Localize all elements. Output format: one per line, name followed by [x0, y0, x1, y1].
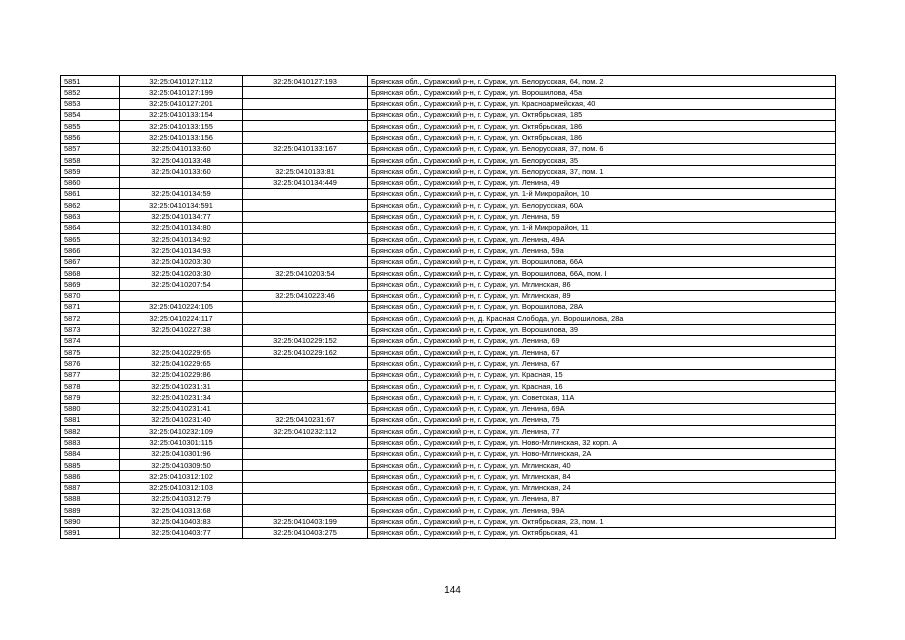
table-row [61, 301, 836, 312]
cadastral-number-cell: 32:25:0410133:156 [120, 132, 243, 143]
row-number-cell: 5866 [61, 245, 120, 256]
table-row [61, 516, 836, 527]
cadastral-number-cell: 32:25:0410134:77 [120, 211, 243, 222]
cadastral-number-cell: 32:25:0410229:65 [120, 358, 243, 369]
address-cell: Брянская обл., Суражский р-н, г. Сураж, ул. Октябрьская, 186 [368, 132, 836, 143]
row-number-cell: 5856 [61, 132, 120, 143]
cadastral-number-cell: 32:25:0410224:117 [120, 313, 243, 324]
table-row [61, 121, 836, 132]
address-cell: Брянская обл., Суражский р-н, д. Красная Слобода, ул. Ворошилова, 28а [368, 313, 836, 324]
address-cell: Брянская обл., Суражский р-н, г. Сураж, ул. Ленина, 67 [368, 347, 836, 358]
cadastral-number-cell: 32:25:0410134:93 [120, 245, 243, 256]
table-row [61, 414, 836, 425]
cadastral-number-cell: 32:25:0410231:31 [120, 381, 243, 392]
table-row [61, 403, 836, 414]
cadastral-number-cell: 32:25:0410133:48 [120, 155, 243, 166]
parent-cadastral-number-cell [243, 505, 368, 516]
address-cell: Брянская обл., Суражский р-н, г. Сураж, ул. Красная, 16 [368, 381, 836, 392]
row-number-cell: 5877 [61, 369, 120, 380]
parent-cadastral-number-cell: 32:25:0410232:112 [243, 426, 368, 437]
row-number-cell: 5857 [61, 143, 120, 154]
registry-table [60, 75, 836, 539]
row-number-cell: 5868 [61, 268, 120, 279]
table-row [61, 109, 836, 120]
parent-cadastral-number-cell [243, 482, 368, 493]
cadastral-number-cell: 32:25:0410403:77 [120, 527, 243, 538]
table-row [61, 437, 836, 448]
address-cell: Брянская обл., Суражский р-н, г. Сураж, ул. Мглинская, 86 [368, 279, 836, 290]
cadastral-number-cell: 32:25:0410127:201 [120, 98, 243, 109]
row-number-cell: 5861 [61, 188, 120, 199]
cadastral-number-cell: 32:25:0410134:591 [120, 200, 243, 211]
parent-cadastral-number-cell [243, 211, 368, 222]
address-cell: Брянская обл., Суражский р-н, г. Сураж, ул. Ворошилова, 45а [368, 87, 836, 98]
row-number-cell: 5853 [61, 98, 120, 109]
address-cell: Брянская обл., Суражский р-н, г. Сураж, ул. Ленина, 67 [368, 358, 836, 369]
table-row [61, 426, 836, 437]
address-cell: Брянская обл., Суражский р-н, г. Сураж, ул. Советская, 11А [368, 392, 836, 403]
table-row [61, 335, 836, 346]
parent-cadastral-number-cell: 32:25:0410403:199 [243, 516, 368, 527]
cadastral-number-cell: 32:25:0410134:92 [120, 234, 243, 245]
table-row [61, 98, 836, 109]
row-number-cell: 5879 [61, 392, 120, 403]
address-cell: Брянская обл., Суражский р-н, г. Сураж, ул. Ленина, 59а [368, 245, 836, 256]
table-row [61, 471, 836, 482]
table-row [61, 347, 836, 358]
table-row [61, 87, 836, 98]
parent-cadastral-number-cell: 32:25:0410133:167 [243, 143, 368, 154]
parent-cadastral-number-cell [243, 448, 368, 459]
parent-cadastral-number-cell [243, 313, 368, 324]
parent-cadastral-number-cell [243, 437, 368, 448]
address-cell: Брянская обл., Суражский р-н, г. Сураж, ул. 1-й Микрорайон, 10 [368, 188, 836, 199]
parent-cadastral-number-cell [243, 493, 368, 504]
cadastral-number-cell: 32:25:0410313:68 [120, 505, 243, 516]
parent-cadastral-number-cell: 32:25:0410403:275 [243, 527, 368, 538]
cadastral-number-cell: 32:25:0410127:112 [120, 76, 243, 87]
table-row [61, 245, 836, 256]
parent-cadastral-number-cell [243, 245, 368, 256]
row-number-cell: 5883 [61, 437, 120, 448]
address-cell: Брянская обл., Суражский р-н, г. Сураж, ул. Ново-Мглинская, 32 корп. А [368, 437, 836, 448]
row-number-cell: 5859 [61, 166, 120, 177]
parent-cadastral-number-cell [243, 222, 368, 233]
address-cell: Брянская обл., Суражский р-н, г. Сураж, ул. Ленина, 77 [368, 426, 836, 437]
row-number-cell: 5870 [61, 290, 120, 301]
cadastral-number-cell: 32:25:0410134:59 [120, 188, 243, 199]
parent-cadastral-number-cell [243, 471, 368, 482]
parent-cadastral-number-cell: 32:25:0410134:449 [243, 177, 368, 188]
cadastral-number-cell: 32:25:0410207:54 [120, 279, 243, 290]
row-number-cell: 5860 [61, 177, 120, 188]
row-number-cell: 5874 [61, 335, 120, 346]
parent-cadastral-number-cell [243, 155, 368, 166]
row-number-cell: 5888 [61, 493, 120, 504]
address-cell: Брянская обл., Суражский р-н, г. Сураж, ул. Ленина, 69 [368, 335, 836, 346]
parent-cadastral-number-cell [243, 403, 368, 414]
table-row [61, 132, 836, 143]
row-number-cell: 5887 [61, 482, 120, 493]
parent-cadastral-number-cell: 32:25:0410203:54 [243, 268, 368, 279]
address-cell: Брянская обл., Суражский р-н, г. Сураж, ул. Мглинская, 24 [368, 482, 836, 493]
parent-cadastral-number-cell [243, 98, 368, 109]
row-number-cell: 5880 [61, 403, 120, 414]
row-number-cell: 5882 [61, 426, 120, 437]
table-row [61, 177, 836, 188]
row-number-cell: 5878 [61, 381, 120, 392]
table-row [61, 211, 836, 222]
address-cell: Брянская обл., Суражский р-н, г. Сураж, ул. Ленина, 75 [368, 414, 836, 425]
cadastral-number-cell: 32:25:0410133:60 [120, 143, 243, 154]
row-number-cell: 5881 [61, 414, 120, 425]
row-number-cell: 5858 [61, 155, 120, 166]
table-row [61, 200, 836, 211]
parent-cadastral-number-cell: 32:25:0410229:162 [243, 347, 368, 358]
table-row [61, 222, 836, 233]
table-row [61, 166, 836, 177]
cadastral-number-cell: 32:25:0410231:40 [120, 414, 243, 425]
address-cell: Брянская обл., Суражский р-н, г. Сураж, ул. Октябрьская, 186 [368, 121, 836, 132]
cadastral-number-cell: 32:25:0410133:155 [120, 121, 243, 132]
parent-cadastral-number-cell [243, 279, 368, 290]
row-number-cell: 5862 [61, 200, 120, 211]
cadastral-number-cell: 32:25:0410133:154 [120, 109, 243, 120]
cadastral-number-cell: 32:25:0410224:105 [120, 301, 243, 312]
cadastral-number-cell: 32:25:0410227:38 [120, 324, 243, 335]
row-number-cell: 5864 [61, 222, 120, 233]
address-cell: Брянская обл., Суражский р-н, г. Сураж, ул. Октябрьская, 41 [368, 527, 836, 538]
table-row [61, 76, 836, 87]
address-cell: Брянская обл., Суражский р-н, г. Сураж, ул. Белорусская, 35 [368, 155, 836, 166]
row-number-cell: 5863 [61, 211, 120, 222]
cadastral-number-cell: 32:25:0410231:41 [120, 403, 243, 414]
cadastral-number-cell: 32:25:0410403:83 [120, 516, 243, 527]
table-row [61, 381, 836, 392]
table-row [61, 460, 836, 471]
parent-cadastral-number-cell: 32:25:0410223:46 [243, 290, 368, 301]
row-number-cell: 5876 [61, 358, 120, 369]
parent-cadastral-number-cell [243, 256, 368, 267]
cadastral-number-cell: 32:25:0410229:86 [120, 369, 243, 380]
cadastral-number-cell [120, 177, 243, 188]
cadastral-number-cell: 32:25:0410127:199 [120, 87, 243, 98]
cadastral-number-cell: 32:25:0410312:79 [120, 493, 243, 504]
address-cell: Брянская обл., Суражский р-н, г. Сураж, ул. Ленина, 87 [368, 493, 836, 504]
table-row [61, 358, 836, 369]
cadastral-number-cell: 32:25:0410134:80 [120, 222, 243, 233]
cadastral-number-cell: 32:25:0410231:34 [120, 392, 243, 403]
row-number-cell: 5873 [61, 324, 120, 335]
cadastral-number-cell: 32:25:0410301:115 [120, 437, 243, 448]
parent-cadastral-number-cell: 32:25:0410229:152 [243, 335, 368, 346]
cadastral-number-cell: 32:25:0410309:50 [120, 460, 243, 471]
table-row [61, 143, 836, 154]
parent-cadastral-number-cell [243, 301, 368, 312]
table-row [61, 493, 836, 504]
table-row [61, 448, 836, 459]
cadastral-number-cell: 32:25:0410312:103 [120, 482, 243, 493]
table-row [61, 279, 836, 290]
address-cell: Брянская обл., Суражский р-н, г. Сураж, ул. Ворошилова, 39 [368, 324, 836, 335]
parent-cadastral-number-cell [243, 381, 368, 392]
parent-cadastral-number-cell [243, 358, 368, 369]
address-cell: Брянская обл., Суражский р-н, г. Сураж, ул. Ворошилова, 66А [368, 256, 836, 267]
cadastral-number-cell: 32:25:0410203:30 [120, 268, 243, 279]
address-cell: Брянская обл., Суражский р-н, г. Сураж, ул. Ворошилова, 66А, пом. I [368, 268, 836, 279]
table-row [61, 188, 836, 199]
parent-cadastral-number-cell: 32:25:0410231:67 [243, 414, 368, 425]
row-number-cell: 5855 [61, 121, 120, 132]
address-cell: Брянская обл., Суражский р-н, г. Сураж, ул. Октябрьская, 23, пом. 1 [368, 516, 836, 527]
address-cell: Брянская обл., Суражский р-н, г. Сураж, ул. Мглинская, 84 [368, 471, 836, 482]
row-number-cell: 5852 [61, 87, 120, 98]
page-number: 144 [444, 585, 461, 596]
row-number-cell: 5865 [61, 234, 120, 245]
row-number-cell: 5854 [61, 109, 120, 120]
table-row [61, 155, 836, 166]
table-row [61, 324, 836, 335]
parent-cadastral-number-cell [243, 234, 368, 245]
parent-cadastral-number-cell [243, 132, 368, 143]
table-row [61, 268, 836, 279]
row-number-cell: 5875 [61, 347, 120, 358]
parent-cadastral-number-cell [243, 188, 368, 199]
cadastral-number-cell: 32:25:0410229:65 [120, 347, 243, 358]
address-cell: Брянская обл., Суражский р-н, г. Сураж, ул. Октябрьская, 185 [368, 109, 836, 120]
table-row [61, 313, 836, 324]
address-cell: Брянская обл., Суражский р-н, г. Сураж, ул. Белорусская, 37, пом. 6 [368, 143, 836, 154]
table-row [61, 290, 836, 301]
address-cell: Брянская обл., Суражский р-н, г. Сураж, ул. Мглинская, 40 [368, 460, 836, 471]
row-number-cell: 5884 [61, 448, 120, 459]
cadastral-number-cell [120, 335, 243, 346]
address-cell: Брянская обл., Суражский р-н, г. Сураж, ул. Красная, 15 [368, 369, 836, 380]
address-cell: Брянская обл., Суражский р-н, г. Сураж, ул. Ворошилова, 28А [368, 301, 836, 312]
parent-cadastral-number-cell [243, 392, 368, 403]
row-number-cell: 5891 [61, 527, 120, 538]
table-row [61, 234, 836, 245]
address-cell: Брянская обл., Суражский р-н, г. Сураж, ул. Ленина, 69А [368, 403, 836, 414]
row-number-cell: 5851 [61, 76, 120, 87]
parent-cadastral-number-cell [243, 460, 368, 471]
parent-cadastral-number-cell [243, 121, 368, 132]
address-cell: Брянская обл., Суражский р-н, г. Сураж, ул. Ленина, 49А [368, 234, 836, 245]
row-number-cell: 5869 [61, 279, 120, 290]
cadastral-number-cell: 32:25:0410232:109 [120, 426, 243, 437]
address-cell: Брянская обл., Суражский р-н, г. Сураж, ул. 1-й Микрорайон, 11 [368, 222, 836, 233]
row-number-cell: 5889 [61, 505, 120, 516]
address-cell: Брянская обл., Суражский р-н, г. Сураж, ул. Ленина, 99А [368, 505, 836, 516]
parent-cadastral-number-cell: 32:25:0410133:81 [243, 166, 368, 177]
row-number-cell: 5890 [61, 516, 120, 527]
address-cell: Брянская обл., Суражский р-н, г. Сураж, ул. Мглинская, 89 [368, 290, 836, 301]
cadastral-number-cell: 32:25:0410301:96 [120, 448, 243, 459]
address-cell: Брянская обл., Суражский р-н, г. Сураж, ул. Ново-Мглинская, 2А [368, 448, 836, 459]
cadastral-number-cell: 32:25:0410203:30 [120, 256, 243, 267]
cadastral-number-cell: 32:25:0410312:102 [120, 471, 243, 482]
cadastral-number-cell [120, 290, 243, 301]
table-row [61, 256, 836, 267]
row-number-cell: 5885 [61, 460, 120, 471]
row-number-cell: 5872 [61, 313, 120, 324]
address-cell: Брянская обл., Суражский р-н, г. Сураж, ул. Белорусская, 37, пом. 1 [368, 166, 836, 177]
parent-cadastral-number-cell [243, 369, 368, 380]
parent-cadastral-number-cell [243, 200, 368, 211]
row-number-cell: 5871 [61, 301, 120, 312]
parent-cadastral-number-cell [243, 87, 368, 98]
address-cell: Брянская обл., Суражский р-н, г. Сураж, ул. Ленина, 59 [368, 211, 836, 222]
cadastral-number-cell: 32:25:0410133:60 [120, 166, 243, 177]
table-row [61, 392, 836, 403]
registry-table-body [61, 76, 836, 539]
row-number-cell: 5867 [61, 256, 120, 267]
table-row [61, 527, 836, 538]
address-cell: Брянская обл., Суражский р-н, г. Сураж, ул. Красноармейская, 40 [368, 98, 836, 109]
parent-cadastral-number-cell [243, 324, 368, 335]
row-number-cell: 5886 [61, 471, 120, 482]
address-cell: Брянская обл., Суражский р-н, г. Сураж, ул. Белорусская, 60А [368, 200, 836, 211]
address-cell: Брянская обл., Суражский р-н, г. Сураж, ул. Белорусская, 64, пом. 2 [368, 76, 836, 87]
table-row [61, 482, 836, 493]
parent-cadastral-number-cell [243, 109, 368, 120]
parent-cadastral-number-cell: 32:25:0410127:193 [243, 76, 368, 87]
table-row [61, 505, 836, 516]
table-row [61, 369, 836, 380]
address-cell: Брянская обл., Суражский р-н, г. Сураж, ул. Ленина, 49 [368, 177, 836, 188]
